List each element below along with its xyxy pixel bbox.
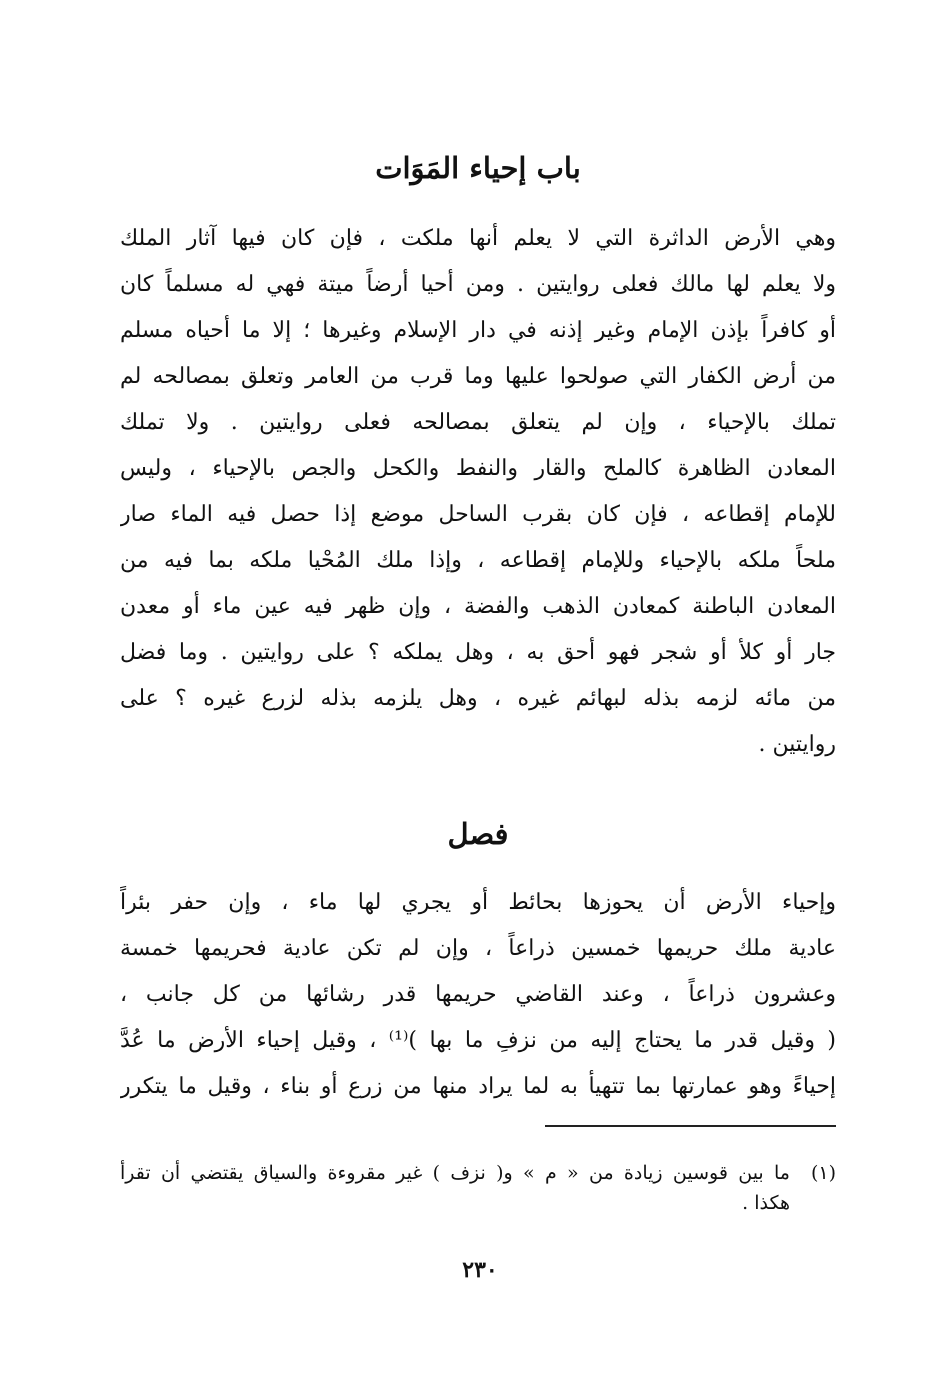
text-line: وعشرون ذراعاً ، وعند القاضي حريمها قدر رشائها من كل جانب ، (120, 982, 836, 1007)
paragraph-1 (120, 216, 836, 768)
text-line: وهي الأرض الداثرة التي لا يعلم أنها ملكت ، فإن كان فيها آثار الملك (120, 226, 836, 251)
text-line: أو كافراً بإذن الإمام وغير إذنه في دار الإسلام وغيرها ؛ إلا ما أحياه مسلم (120, 318, 836, 343)
page-number: ٢٣٠ (462, 1257, 498, 1283)
text-line: ولا يعلم لها مالك فعلى روايتين . ومن أحيا أرضاً ميتة فهي له مسلماً كان (120, 272, 836, 297)
text-line: جار أو كلأ أو شجر فهو أحق به ، وهل يملكه ؟ على روايتين . وما فضل (120, 640, 836, 665)
text-line: وإحياء الأرض أن يحوزها بحائط أو يجري لها ماء ، وإن حفر بئراً (120, 890, 836, 915)
text-line: للإمام إقطاعه ، فإن كان بقرب الساحل موضع إذا حصل فيه الماء صار (120, 502, 836, 527)
footnote-line: ما بين قوسين زيادة من « م » و( نزف ) غير مقروءة والسياق يقتضي أن تقرأ (120, 1162, 790, 1184)
footnote-separator (545, 1125, 836, 1127)
text-line: ملحاً ملكه بالإحياء وللإمام إقطاعه ، وإذا ملك المُحْيا ملكه بما فيه من (120, 548, 836, 573)
text-line: من أرض الكفار التي صولحوا عليها وما قرب من العامر وتعلق بمصالحه لم (120, 364, 836, 389)
text-line: المعادن الظاهرة كالملح والقار والنفط والكحل والجص بالإحياء ، وليس (120, 456, 836, 481)
text-line: من مائه لزمه بذله لبهائم غيره ، وهل يلزمه بذله لزرع غيره ؟ على (120, 686, 836, 711)
text-line: إحياءً وهو عمارتها بما تتهيأ به لما يراد منها من زرع أو بناء ، وقيل ما يتكرر (120, 1074, 836, 1099)
footnote-marker: (١) (810, 1162, 836, 1184)
chapter-title: باب إحياء المَوَات (375, 151, 581, 185)
paragraph-2 (120, 880, 836, 1110)
text-line: ( وقيل قدر ما يحتاج إليه من نزفِ ما بها )⁽¹⁾ ، وقيل إحياء الأرض ما عُدَّ (120, 1028, 836, 1053)
footnote-line: هكذا . (742, 1192, 790, 1214)
text-line: تملك بالإحياء ، وإن لم يتعلق بمصالحه فعلى روايتين . ولا تملك (120, 410, 836, 435)
section-title: فصل (447, 817, 509, 851)
text-line: عادية ملك حريمها خمسين ذراعاً ، وإن لم تكن عادية فحريمها خمسة (120, 936, 836, 961)
text-line: روايتين . (758, 732, 836, 757)
footnote (120, 1158, 790, 1218)
text-line: المعادن الباطنة كمعادن الذهب والفضة ، وإن ظهر فيه عين ماء أو معدن (120, 594, 836, 619)
